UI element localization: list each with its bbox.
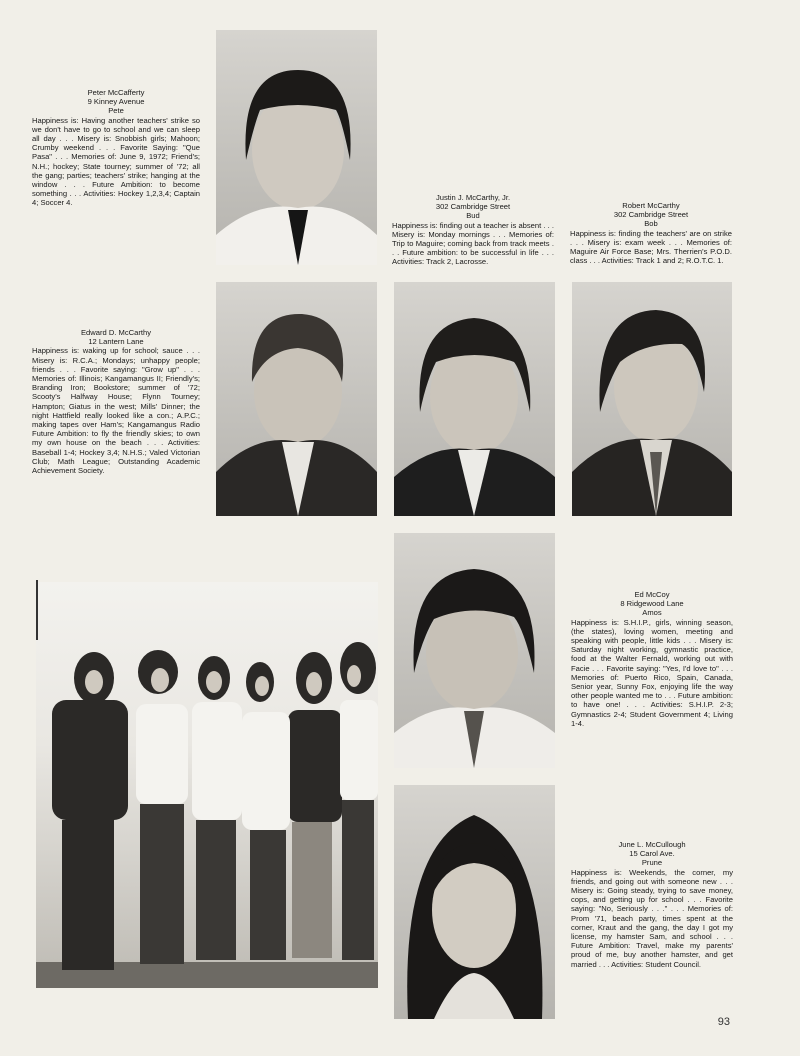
- student-address: 302 Cambridge Street: [613, 210, 689, 220]
- student-nickname: Amos: [642, 608, 662, 618]
- student-name: June L. McCullough: [618, 840, 686, 849]
- candid-group-photo: [36, 582, 378, 988]
- student-nickname: Bob: [644, 219, 658, 229]
- student-address: 12 Lantern Lane: [88, 337, 144, 347]
- student-name: Robert McCarthy: [622, 201, 680, 210]
- student-address: 15 Carol Ave.: [629, 849, 675, 859]
- student-bio: Happiness is: Weekends, the corner, my friends, and going out with someone new . . . Misery is: Going steady, trying to save money, cops, and getting up for school . . . Favorite saying: "No, Seriously . . ." . . . Memories of: Prom '71, beach party, times spent at the corner, Kraut and the gang, the day I got my license, my hamster Sam, and school . . . Future Ambition: Travel, make my parents' proud of me, buy another hamster, and get married . . . Activities: Student Council.: [571, 867, 733, 969]
- student-name: Justin J. McCarthy, Jr.: [435, 193, 511, 202]
- portrait-june-mccullough: [394, 785, 555, 1019]
- portrait-robert-mccarthy: [572, 282, 732, 516]
- portrait-justin-mccarthy: [394, 282, 555, 516]
- entry-june-mccullough: [571, 840, 733, 969]
- student-bio: Happiness is: Having another teachers' strike so we don't have to go to school and we can sleep all day . . . Misery is: Snobbish girls; Mahoon; Crumby weekend . . . Favorite Saying: "Que Pasa" . . . Memories of: June 9, 1972; Friend's; N.H.; hockey; State tourney; summer of '72; all the gang; parties; teachers' strike; hanging at the window . . . Future Ambition: to become something . . . Activities: Hockey 1,2,3,4; Captain 4; Soccer 4.: [32, 115, 200, 208]
- student-name: Edward D. McCarthy: [80, 328, 152, 337]
- student-bio: Happiness is: finding out a teacher is absent . . . Misery is: Monday mornings . . . Memories of: Trip to Maguire; coming back from track meets . . . Future ambition: to be successful in life . . . Activities: Track 2, Lacrosse.: [392, 220, 554, 267]
- entry-edward-mccarthy: [32, 328, 200, 475]
- student-nickname: Prune: [641, 858, 663, 868]
- entry-robert-mccarthy: [570, 201, 732, 265]
- student-address: 8 Ridgewood Lane: [620, 599, 684, 609]
- student-address: 302 Cambridge Street: [435, 202, 511, 212]
- student-bio: Happiness is: waking up for school; sauce . . . Misery is: R.C.A.; Mondays; unhappy people; friends . . . Favorite saying: "Grow up" . . . Memories of: Illinois; Kangamangus II; Friendly's; Branding Iron; Bookstore; summer of '72; Scooty's Halfway House; Flynn Tourney; Hampton; Giatus in the west; Mills' Dinner; the night Hattfield really looked like a con.; A.P.C.; making tapes over Ham's; Kangamangus Radio Future Ambition: to fly the friendly skies; to own my own house on the beach . . . Activities: Baseball 1-4; Hockey 3,4; N.H.S.; Valed Victorian Club; Math League; Outstanding Academic Achievement Society.: [32, 346, 200, 476]
- student-address: 9 Kinney Avenue: [87, 97, 145, 107]
- student-nickname: Pete: [108, 106, 124, 116]
- page-number: 93: [717, 1016, 730, 1028]
- student-bio: Happiness is: S.H.I.P., girls, winning season, (the states), loving women, meeting and speaking with people, little kids . . . Misery is: Saturday night working, gymnastic practice, food at the Walter Fernald, working out with Facie . . . Favorite saying: "Yes, I'd love to" . . . Memories of: Puerto Rico, Spain, Canada, Senior year, Sunny Fox, enjoying life the way other people wanted me to . . . Future ambition: to have one! . . . Activities: S.H.I.P. 2-3; Gymnastics 2-4; Student Government 4; Living 1-4.: [571, 617, 733, 728]
- portrait-edward-mccarthy: [216, 282, 377, 516]
- portrait-peter-mccafferty: [216, 30, 377, 265]
- margin-mark: [36, 580, 38, 640]
- entry-justin-mccarthy: [392, 193, 554, 267]
- student-bio: Happiness is: finding the teachers' are on strike . . . Misery is: exam week . . . Memories of: Maguire Air Force Base; Mrs. Therrien's P.O.D. class . . . Activities: Track 1 and 2; R.O.T.C. 1.: [570, 228, 732, 266]
- student-name: Peter McCafferty: [87, 88, 145, 97]
- entry-ed-mccoy: [571, 590, 733, 728]
- entry-peter-mccafferty: [32, 88, 200, 208]
- portrait-ed-mccoy: [394, 533, 555, 768]
- student-nickname: Bud: [466, 211, 480, 221]
- student-name: Ed McCoy: [634, 590, 670, 599]
